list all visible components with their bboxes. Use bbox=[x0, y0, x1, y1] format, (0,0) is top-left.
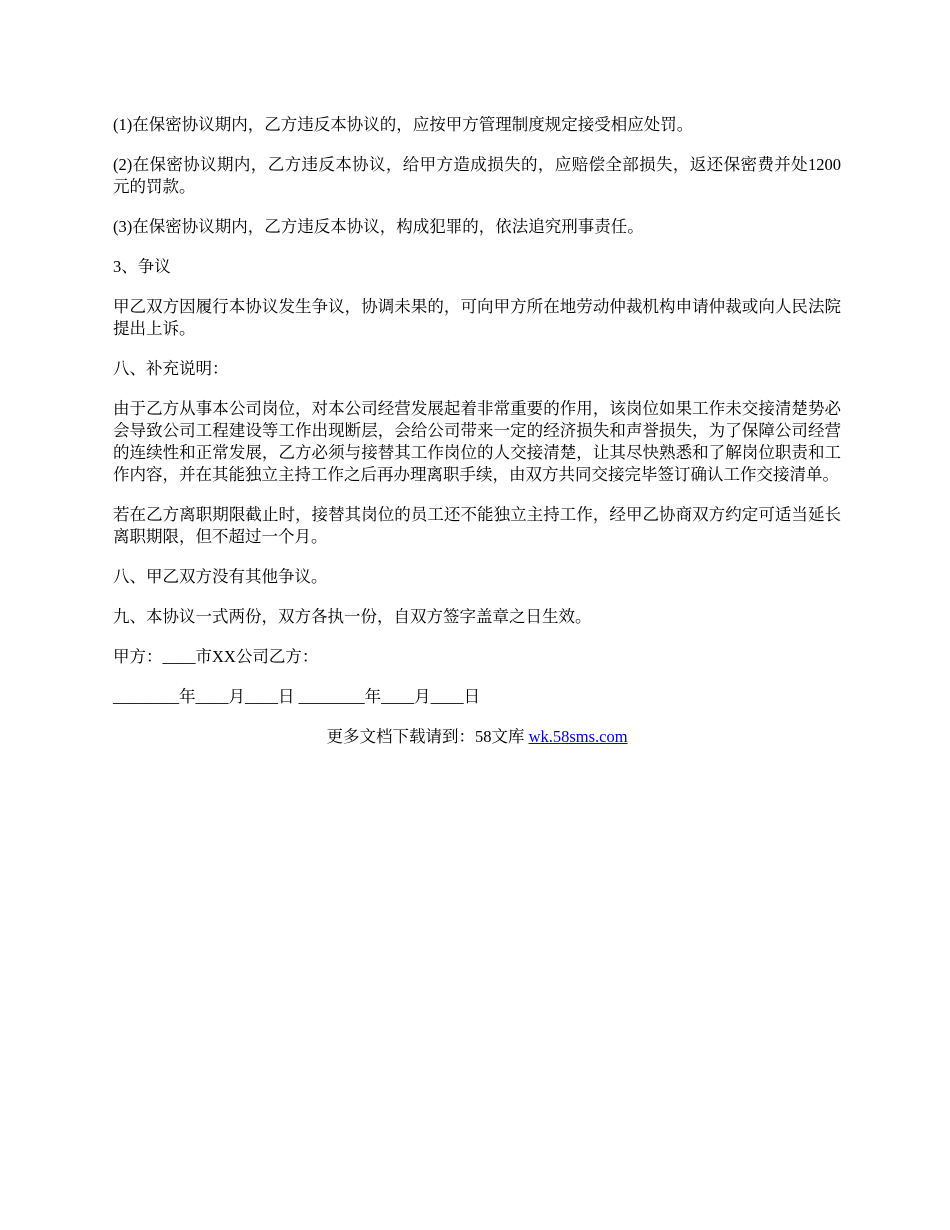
signature-parties-line: 甲方：____市XX公司乙方： bbox=[113, 647, 319, 666]
signature-date-line: ________年____月____日 ________年____月____日 bbox=[113, 687, 481, 706]
supplement-paragraph: 由于乙方从事本公司岗位，对本公司经营发展起着非常重要的作用，该岗位如果工作未交接清楚势必会导致公司工程建设等工作出现断层，会给公司带来一定的经济损失和声誉损失，为了保障公司经营的连续性和正常发展，乙方必须与接替其工作岗位的人交接清楚，让其尽快熟悉和了解岗位职责和工作内容，并在其能独立主持工作之后再办理离职手续，由双方共同交接完毕签订确认工作交接清单。 bbox=[113, 399, 841, 484]
footer-link[interactable]: wk.58sms.com bbox=[528, 727, 628, 746]
extension-paragraph: 若在乙方离职期限截止时，接替其岗位的员工还不能独立主持工作，经甲乙协商双方约定可适当延长离职期限，但不超过一个月。 bbox=[113, 505, 841, 546]
section-heading-supplement: 八、补充说明： bbox=[113, 359, 229, 378]
penalty-clause-2: (2)在保密协议期内，乙方违反本协议，给甲方造成损失的，应赔偿全部损失，返还保密费并处1200元的罚款。 bbox=[113, 155, 841, 196]
footer-text: 更多文档下载请到：58文库 bbox=[326, 727, 529, 746]
section-heading-dispute: 3、争议 bbox=[113, 257, 171, 276]
no-other-dispute-clause: 八、甲乙双方没有其他争议。 bbox=[113, 567, 328, 586]
penalty-clause-3: (3)在保密协议期内，乙方违反本协议，构成犯罪的，依法追究刑事责任。 bbox=[113, 217, 644, 236]
penalty-clause-1: (1)在保密协议期内，乙方违反本协议的，应按甲方管理制度规定接受相应处罚。 bbox=[113, 115, 694, 134]
download-footer bbox=[113, 726, 841, 748]
document-body bbox=[113, 114, 841, 766]
copies-clause: 九、本协议一式两份，双方各执一份，自双方签字盖章之日生效。 bbox=[113, 607, 592, 626]
dispute-paragraph: 甲乙双方因履行本协议发生争议，协调未果的，可向甲方所在地劳动仲裁机构申请仲裁或向人民法院提出上诉。 bbox=[113, 297, 841, 338]
